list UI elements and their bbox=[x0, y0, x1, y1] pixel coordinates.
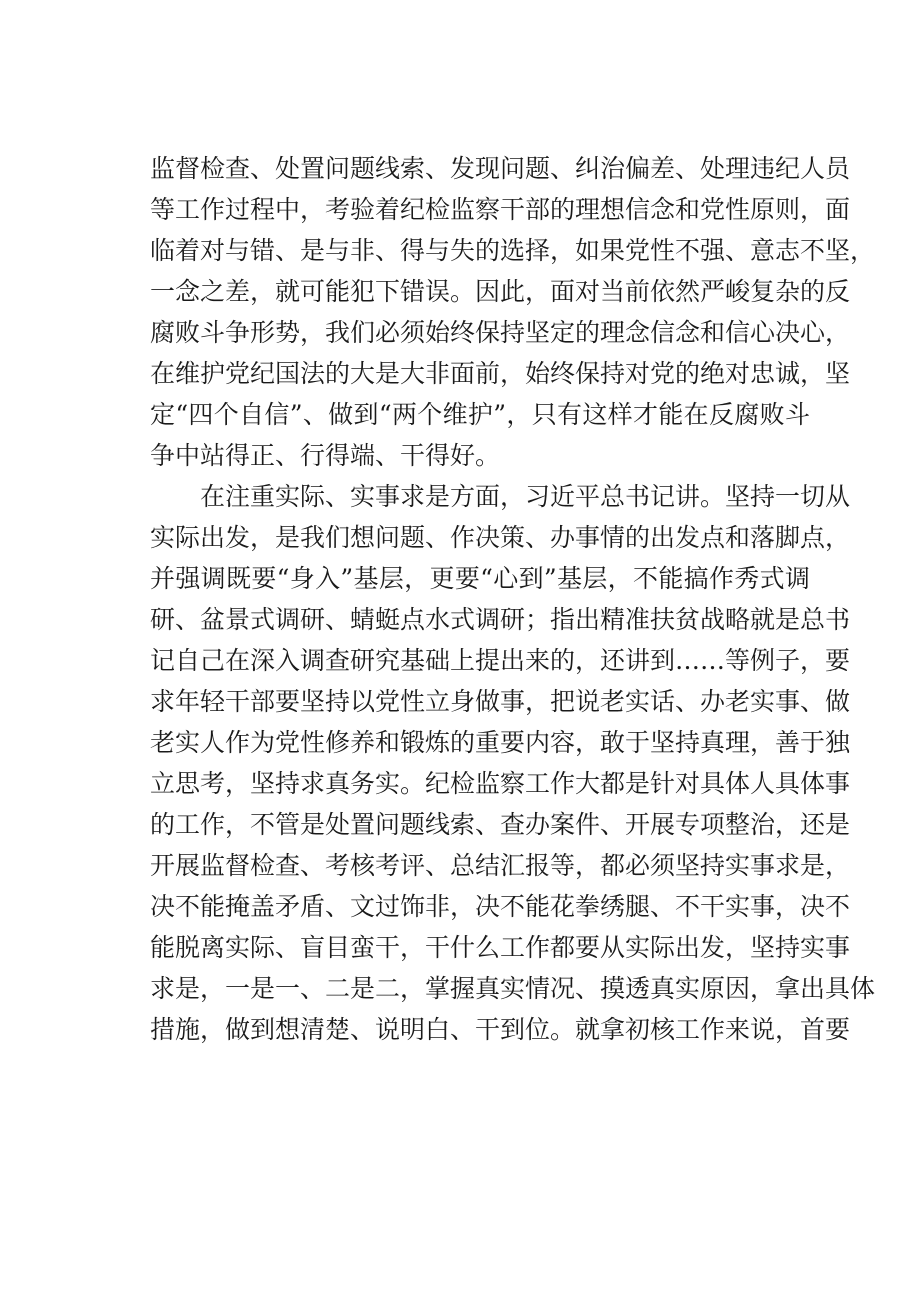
text-line: 能脱离实际、盲目蛮干，干什么工作都要从实际出发，坚持实事 bbox=[150, 933, 851, 962]
text-line: 腐败斗争形势，我们必须始终保持坚定的理念信念和信心决心， bbox=[150, 318, 851, 347]
text-line: 等工作过程中，考验着纪检监察干部的理想信念和党性原则，面 bbox=[150, 195, 851, 224]
text-line: 记自己在深入调查研究基础上提出来的，还讲到……等例子，要 bbox=[150, 646, 851, 675]
text-line: 立思考，坚持求真务实。纪检监察工作大都是针对具体人具体事 bbox=[150, 769, 851, 798]
text-line: 临着对与错、是与非、得与失的选择，如果党性不强、意志不坚， bbox=[150, 236, 876, 265]
paragraph-2 bbox=[150, 476, 876, 1050]
text-line: 争中站得正、行得端、干得好。 bbox=[150, 441, 501, 470]
text-line: 实际出发，是我们想问题、作决策、办事情的出发点和落脚点， bbox=[150, 523, 851, 552]
text-line: 开展监督检查、考核考评、总结汇报等，都必须坚持实事求是， bbox=[150, 851, 851, 880]
paragraph-1 bbox=[150, 148, 876, 476]
text-line: 并强调既要“身入”基层，更要“心到”基层，不能搞作秀式调 bbox=[150, 564, 810, 593]
text-line: 求年轻干部要坚持以党性立身做事，把说老实话、办老实事、做 bbox=[150, 687, 851, 716]
text-line: 的工作，不管是处置问题线索、查办案件、开展专项整治，还是 bbox=[150, 810, 851, 839]
text-line: 在维护党纪国法的大是大非面前，始终保持对党的绝对忠诚，坚 bbox=[150, 359, 851, 388]
text-line: 定“四个自信”、做到“两个维护”，只有这样才能在反腐败斗 bbox=[150, 400, 810, 429]
text-line: 措施，做到想清楚、说明白、干到位。就拿初核工作来说，首要 bbox=[150, 1015, 851, 1044]
body-text bbox=[150, 148, 876, 1050]
text-line: 求是，一是一、二是二，掌握真实情况、摸透真实原因，拿出具体 bbox=[150, 974, 876, 1003]
text-line: 研、盆景式调研、蜻蜓点水式调研；指出精准扶贫战略就是总书 bbox=[150, 605, 851, 634]
text-line: 决不能掩盖矛盾、文过饰非，决不能花拳绣腿、不干实事，决不 bbox=[150, 892, 851, 921]
text-line: 一念之差，就可能犯下错误。因此，面对当前依然严峻复杂的反 bbox=[150, 277, 851, 306]
text-line: 老实人作为党性修养和锻炼的重要内容，敢于坚持真理，善于独 bbox=[150, 728, 851, 757]
text-line: 在注重实际、实事求是方面，习近平总书记讲。坚持一切从 bbox=[200, 482, 851, 511]
text-line: 监督检查、处置问题线索、发现问题、纠治偏差、处理违纪人员 bbox=[150, 154, 851, 183]
